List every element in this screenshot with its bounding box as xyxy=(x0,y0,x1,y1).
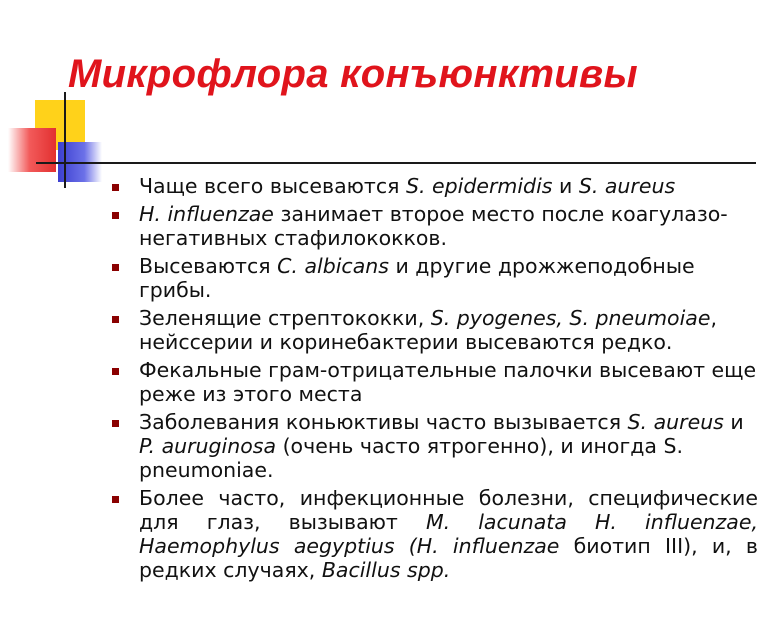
italic-text: S. aureus xyxy=(578,174,676,198)
decor-horizontal-line xyxy=(36,162,756,164)
bullet-item xyxy=(110,306,758,354)
italic-text: S. epidermidis xyxy=(405,174,553,198)
text: Высеваются xyxy=(139,254,278,278)
bullet-list xyxy=(110,174,758,586)
square-bullet-icon xyxy=(112,496,119,503)
bullet-item xyxy=(110,358,758,406)
bullet-item xyxy=(110,486,758,582)
italic-text: S. pyogenes, S. pneumoiae xyxy=(430,306,711,330)
text: и другие дрожжеподобные грибы. xyxy=(139,254,695,302)
italic-text: H. influenzae xyxy=(139,202,274,226)
italic-text: C. albicans xyxy=(277,254,389,278)
decor-red-square xyxy=(8,128,56,172)
slide-title: Микрофлора конъюнктивы xyxy=(68,52,638,96)
text: Более часто, инфекционные болезни, специфические для глаз, вызывают xyxy=(139,486,758,534)
text: (очень часто ятрогенно), и иногда S. pneumoniae. xyxy=(139,434,684,482)
text: , нейссерии и коринебактерии высеваются редко. xyxy=(139,306,717,354)
italic-text: P. auruginosa xyxy=(139,434,277,458)
bullet-item xyxy=(110,254,758,302)
italic-text: S. aureus xyxy=(627,410,724,434)
text: занимает второе место после коагулазо-негативных стафилококков. xyxy=(139,202,728,250)
square-bullet-icon xyxy=(112,212,119,219)
italic-text: M. lacunata H. influenzae, Haemophylus aegyptius (H. influenzae xyxy=(139,510,758,558)
square-bullet-icon xyxy=(112,264,119,271)
bullet-item xyxy=(110,174,758,198)
italic-text: Bacillus spp. xyxy=(321,558,451,582)
bullet-item xyxy=(110,202,758,250)
text: и xyxy=(723,410,744,434)
square-bullet-icon xyxy=(112,316,119,323)
square-bullet-icon xyxy=(112,368,119,375)
text: биотип III), и, в редких случаях, xyxy=(139,534,758,582)
bullet-item xyxy=(110,410,758,482)
text: Заболевания коньюктивы часто вызывается xyxy=(139,410,628,434)
decor-vertical-line xyxy=(64,92,66,188)
square-bullet-icon xyxy=(112,184,119,191)
text: Зеленящие стрептококки, xyxy=(139,306,431,330)
text: и xyxy=(552,174,579,198)
square-bullet-icon xyxy=(112,420,119,427)
text: Чаще всего высеваются xyxy=(139,174,406,198)
text: Фекальные грам-отрицательные палочки высевают еще реже из этого места xyxy=(139,358,757,406)
